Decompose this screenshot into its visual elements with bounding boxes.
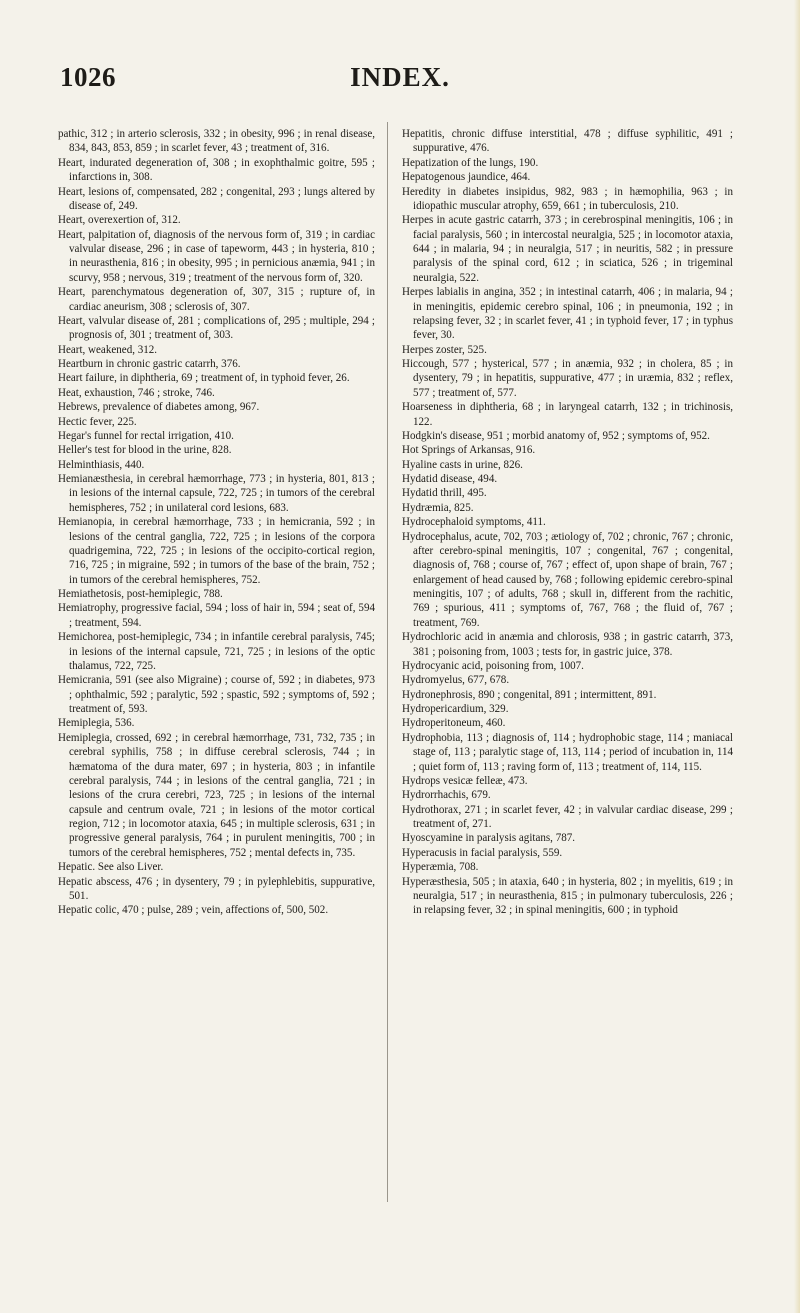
- index-entry: Heart, overexertion of, 312.: [58, 214, 181, 227]
- index-entry: Hegar's funnel for rectal irrigation, 410.: [58, 429, 234, 442]
- index-entry: Hydatid thrill, 495.: [402, 487, 487, 500]
- index-entry: Hydrochloric acid in anæmia and chlorosis, 938 ; in gastric catarrh, 373, 381 ; poisoning from, 1003 ; tests for, in gastric juice, 378.: [402, 631, 733, 658]
- index-entry: Hydrorrhachis, 679.: [402, 789, 491, 802]
- index-entry: Hodgkin's disease, 951 ; morbid anatomy of, 952 ; symptoms of, 952.: [402, 429, 710, 442]
- index-entry: Hepatic. See also Liver.: [58, 861, 164, 874]
- index-entry: Hepatitis, chronic diffuse interstitial, 478 ; diffuse syphilitic, 491 ; suppurative, 476.: [402, 128, 733, 155]
- index-entry: Hyperæsthesia, 505 ; in ataxia, 640 ; in hysteria, 802 ; in myelitis, 619 ; in neuralgia, 517 ; in neurasthenia, 815 ; in pulmonary tuberculosis, 226 ; in relapsing fever, 32 ; in spinal meningitis, 600 ; in typhoid: [402, 875, 733, 917]
- index-entry: Hydrocyanic acid, poisoning from, 1007.: [402, 659, 584, 672]
- index-entry: Heredity in diabetes insipidus, 982, 983 ; in hæmophilia, 963 ; in idiopathic muscular atrophy, 659, 661 ; in tuberculosis, 210.: [402, 185, 733, 212]
- index-entry: Heart, weakened, 312.: [58, 343, 158, 356]
- index-entry: Hydromyelus, 677, 678.: [402, 674, 510, 687]
- index-entry: Hydroperitoneum, 460.: [402, 717, 506, 730]
- index-column-left: [58, 127, 375, 918]
- index-entry: Hepatogenous jaundice, 464.: [402, 171, 531, 184]
- index-entry: Heart failure, in diphtheria, 69 ; treatment of, in typhoid fever, 26.: [58, 372, 350, 385]
- column-divider: [387, 122, 388, 1202]
- page-number: 1026: [60, 62, 116, 92]
- index-entry: Hemiatrophy, progressive facial, 594 ; loss of hair in, 594 ; seat of, 594 ; treatment, 594.: [58, 602, 375, 629]
- index-entry: pathic, 312 ; in arterio sclerosis, 332 ; in obesity, 996 ; in renal disease, 834, 843, 853, 859 ; in scarlet fever, 43 ; treatment of, 316.: [58, 128, 375, 155]
- index-entry: Hepatization of the lungs, 190.: [402, 156, 539, 169]
- index-entry: Heller's test for blood in the urine, 828.: [58, 444, 232, 457]
- index-entry: Heart, valvular disease of, 281 ; complications of, 295 ; multiple, 294 ; prognosis of, 301 ; treatment of, 303.: [58, 314, 375, 342]
- index-entry: Heart, lesions of, compensated, 282 ; congenital, 293 ; lungs altered by disease of, 249.: [58, 185, 375, 212]
- index-entry: Hyoscyamine in paralysis agitans, 787.: [402, 832, 576, 845]
- index-entry: Hydronephrosis, 890 ; congenital, 891 ; intermittent, 891.: [402, 688, 657, 701]
- index-entry: Hebrews, prevalence of diabetes among, 967.: [58, 401, 260, 414]
- index-entry: Herpes zoster, 525.: [402, 343, 487, 356]
- index-entry: Hectic fever, 225.: [58, 415, 137, 428]
- page-edge-shading: [794, 0, 800, 1313]
- index-entry: Hoarseness in diphtheria, 68 ; in laryngeal catarrh, 132 ; in trichinosis, 122.: [402, 401, 733, 428]
- index-entry: Hydrothorax, 271 ; in scarlet fever, 42 ; in valvular cardiac disease, 299 ; treatment of, 271.: [402, 803, 733, 830]
- index-entry: Helminthiasis, 440.: [58, 458, 145, 471]
- index-entry: Hydrophobia, 113 ; diagnosis of, 114 ; hydrophobic stage, 114 ; maniacal stage of, 113 ; paralytic stage of, 113, 114 ; period of incubation in, 114 ; quiet form of, 113 ; raving form of, 113 ; treatment of, 114, 115.: [402, 731, 733, 773]
- index-entry: Hemichorea, post-hemiplegic, 734 ; in infantile cerebral paralysis, 745; in lesions of the internal capsule, 721, 725 ; in lesions of the optic thalamus, 722, 725.: [58, 631, 375, 672]
- index-entry: Herpes in acute gastric catarrh, 373 ; in cerebrospinal meningitis, 106 ; in facial paralysis, 560 ; in intercostal neuralgia, 525 ; in locomotor ataxia, 644 ; in malaria, 94 ; in neuralgia, 517 ; in neuritis, 582 ; in pressure paralysis of the spinal cord, 612 ; in sciatica, 526 ; in trigeminal neuralgia, 522.: [402, 214, 733, 284]
- index-entry: Heart, indurated degeneration of, 308 ; in exophthalmic goitre, 595 ; infarctions in, 308.: [58, 156, 375, 184]
- index-entry: Hepatic abscess, 476 ; in dysentery, 79 ; in pylephlebitis, suppurative, 501.: [58, 875, 375, 902]
- index-entry: Herpes labialis in angina, 352 ; in intestinal catarrh, 406 ; in malaria, 94 ; in meningitis, epidemic cerebro spinal, 106 ; in pneumonia, 192 ; in relapsing fever, 32 ; in scarlet fever, 41 ; in typhoid fever, 17 ; in typhus fever, 30.: [402, 286, 733, 342]
- index-entry: Hydatid disease, 494.: [402, 473, 498, 485]
- index-entry: Hydrops vesicæ felleæ, 473.: [402, 774, 528, 787]
- index-entry: Hydropericardium, 329.: [402, 703, 509, 715]
- index-entry: Hydræmia, 825.: [402, 501, 474, 514]
- index-entry: Hyperacusis in facial paralysis, 559.: [402, 846, 563, 859]
- index-entry: Hydrocephalus, acute, 702, 703 ; ætiology of, 702 ; chronic, 767 ; chronic, after cerebro-spinal meningitis, 107 ; congenital, 767 ; congenital, diagnosis of, 768 ; course of, 767 ; effect of, upon shape of brain, 767 ; enlargement of head caused by, 768 ; following epidemic cerebro-spinal meningitis, 107 ; of adults, 768 ; skull in, different from the rachitic, 769 ; spurious, 411 ; symptoms of, 767, 768 ; the fluid of, 767 ; treatment, 769.: [402, 530, 733, 629]
- index-entry: Hemicrania, 591 (see also Migraine) ; course of, 592 ; in diabetes, 973 ; ophthalmic, 592 ; paralytic, 592 ; spastic, 592 ; symptoms of, 592 ; treatment of, 593.: [58, 674, 375, 715]
- index-entry: Hepatic colic, 470 ; pulse, 289 ; vein, affections of, 500, 502.: [58, 904, 329, 917]
- index-entry: Heart, palpitation of, diagnosis of the nervous form of, 319 ; in cardiac valvular disease, 296 ; in case of tapeworm, 443 ; in hysteria, 810 ; in neurasthenia, 816 ; in obesity, 995 ; in pernicious anæmia, 941 ; in scurvy, 958 ; nervous, 319 ; treatment of the nervous form of, 320.: [58, 228, 375, 284]
- page-title: INDEX.: [350, 62, 450, 92]
- index-entry: Hot Springs of Arkansas, 916.: [402, 444, 536, 457]
- index-entry: Hemiplegia, crossed, 692 ; in cerebral hæmorrhage, 731, 732, 735 ; in cerebral syphilis, 758 ; in diffuse cerebral sclerosis, 744 ; in hæmatoma of the dura mater, 697 ; in hysteria, 803 ; in infantile cerebral paralysis, 744 ; in lesions of the central ganglia, 721 ; in lesions of the crura cerebri, 723, 725 ; in lesions of the internal capsule and centrum ovale, 721 ; in lesions of the motor cortical region, 712 ; in locomotor ataxia, 645 ; in multiple sclerosis, 631 ; in progressive general paralysis, 764 ; in purulent meningitis, 700 ; in tumors of the cerebral hemispheres, 752 ; mental defects in, 735.: [58, 731, 375, 859]
- index-entry: Hemiplegia, 536.: [58, 717, 135, 730]
- index-entry: Hemianæsthesia, in cerebral hæmorrhage, 773 ; in hysteria, 801, 813 ; in lesions of the internal capsule, 722, 725 ; in tumors of the cerebral hemispheres, 752 ; in unilateral cord lesions, 683.: [58, 473, 375, 514]
- index-entry: Hyaline casts in urine, 826.: [402, 458, 523, 471]
- index-entry: Hemianopia, in cerebral hæmorrhage, 733 ; in hemicrania, 592 ; in lesions of the central ganglia, 722, 725 ; in lesions of the corpora quadrigemina, 722, 725 ; in lesions of the occipito-cortical region, 716, 725 ; in migraine, 592 ; in tumors of the base of the brain, 752 ; in tumors of the cerebral hemispheres, 752.: [58, 516, 375, 586]
- index-entry: Hiccough, 577 ; hysterical, 577 ; in anæmia, 932 ; in cholera, 85 ; in dysentery, 79 ; in hepatitis, suppurative, 477 ; in uræmia, 832 ; reflex, 577 ; treatment of, 577.: [402, 358, 733, 399]
- index-entry: Hemiathetosis, post-hemiplegic, 788.: [58, 588, 223, 600]
- index-entry: Heart, parenchymatous degeneration of, 307, 315 ; rupture of, in cardiac aneurism, 308 ; sclerosis of, 307.: [58, 286, 375, 313]
- index-entry: Hyperæmia, 708.: [402, 861, 479, 874]
- index-entry: Heat, exhaustion, 746 ; stroke, 746.: [58, 386, 215, 399]
- index-column-right: [402, 127, 733, 918]
- index-entry: Heartburn in chronic gastric catarrh, 376.: [58, 358, 241, 370]
- index-entry: Hydrocephaloid symptoms, 411.: [402, 516, 546, 529]
